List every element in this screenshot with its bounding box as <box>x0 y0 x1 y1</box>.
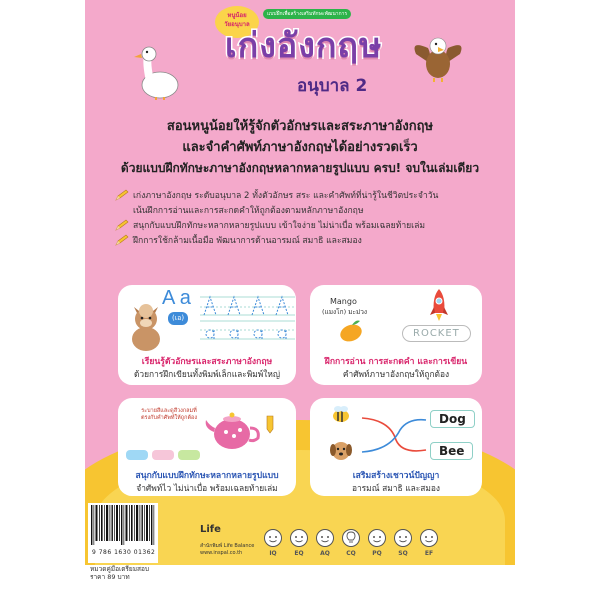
skill-iq <box>263 528 283 557</box>
skill-cq <box>341 528 361 557</box>
pencil-icon <box>115 189 129 201</box>
publisher-website: www.inspal.co.th <box>200 550 243 556</box>
bee-illustration <box>330 404 352 424</box>
skill-ef <box>419 528 439 557</box>
category-label: หมวดคู่มือเตรียมสอบ <box>90 565 150 573</box>
intro-text <box>85 116 515 179</box>
dog-illustration <box>328 438 354 464</box>
color-swatch-row <box>126 448 206 462</box>
child-face-icon <box>393 528 413 548</box>
feature-card-thinking <box>310 398 482 496</box>
child-face-icon <box>315 528 335 548</box>
series-tag: แบบฝึกเพื่อสร้างเสริมทักษะพัฒนาการ <box>263 9 351 19</box>
match-word-bee: Bee <box>430 442 473 460</box>
letter-trace-grid <box>200 293 295 341</box>
series-badge: หนูน้อย วัยอนุบาล <box>215 6 259 38</box>
card-title: ฝึกการอ่าน การสะกดคำ และการเขียน <box>324 357 468 367</box>
feature-text: ฝึกการใช้กล้ามเนื้อมือ พัฒนาการด้านอารมณ์ สมาธิ และสมอง <box>133 236 362 246</box>
feature-item <box>115 220 505 232</box>
matching-lines <box>360 410 430 460</box>
pencil-icon <box>264 414 276 434</box>
skill-label: EF <box>424 550 434 557</box>
card-text: อารมณ์ สมาธิ และสมอง <box>351 483 441 493</box>
book-subtitle: อนุบาล 2 <box>297 76 368 96</box>
skill-pq <box>367 528 387 557</box>
card-text: ด้วยการฝึกเขียนทั้งพิมพ์เล็กและพิมพ์ใหญ่ <box>133 369 281 379</box>
skill-aq <box>315 528 335 557</box>
card-title: สนุกกับแบบฝึกทักษะหลากหลายรูปแบบ <box>135 471 279 481</box>
skill-label: PQ <box>372 550 382 557</box>
barcode-number: 9 786 1630 01362 <box>92 549 156 556</box>
feature-list <box>115 190 505 250</box>
feature-card-alphabet <box>118 285 296 385</box>
vocab-word: Mango <box>330 297 357 306</box>
teapot-illustration <box>204 406 260 454</box>
feature-item <box>115 235 505 247</box>
skill-label: IQ <box>269 550 277 557</box>
card-title: เสริมสร้างเชาวน์ปัญญา <box>352 471 440 481</box>
child-face-icon <box>263 528 283 548</box>
intro-line: สอนหนูน้อยให้รู้จักตัวอักษรและสระภาษาอังกฤษ <box>166 119 434 134</box>
match-word-dog: Dog <box>430 410 475 428</box>
barcode-graphic <box>88 505 158 549</box>
vocab-meaning: (แมงโก) มะม่วง <box>322 308 368 316</box>
skill-label: EQ <box>294 550 304 557</box>
skill-label: CQ <box>346 550 356 557</box>
intro-line: ด้วยแบบฝึกทักษะภาษาอังกฤษหลากหลายรูปแบบ ครบ! จบในเล่มเดียว <box>120 161 480 175</box>
pencil-icon <box>115 234 129 246</box>
skill-eq <box>289 528 309 557</box>
feature-text: เก่งภาษาอังกฤษ ระดับอนุบาล 2 ทั้งตัวอักษร สระ และคำศัพท์ที่น่ารู้ในชีวิตประจำวัน <box>133 191 439 201</box>
eagle-illustration <box>410 32 466 84</box>
letter-pronunciation: (เอ) <box>168 312 188 325</box>
book-back-cover <box>85 0 515 565</box>
publisher-info <box>200 543 254 557</box>
card-text: คำศัพท์ภาษาอังกฤษให้ถูกต้อง <box>342 369 450 379</box>
feature-text: สนุกกับแบบฝึกทักษะหลากหลายรูปแบบ เข้าใจง่าย ไม่น่าเบื่อ พร้อมเฉลยท้ายเล่ม <box>133 221 426 231</box>
goose-illustration <box>132 45 182 101</box>
skill-sq <box>393 528 413 557</box>
child-face-icon <box>289 528 309 548</box>
feature-item <box>115 190 505 202</box>
intro-line: และจำคำศัพท์ภาษาอังกฤษได้อย่างรวดเร็ว <box>182 140 418 155</box>
alpaca-illustration <box>126 303 166 355</box>
child-face-icon <box>419 528 439 548</box>
publisher-logo: Life <box>200 524 221 535</box>
pencil-icon <box>115 219 129 231</box>
exercise-note: ระบายสีและดูสีวงกลมที่ตรงกับคำศัพท์ให้ถูกต้อง <box>140 408 198 421</box>
rocket-word-box: ROCKET <box>402 325 471 342</box>
feature-card-reading <box>310 285 482 385</box>
lightbulb-icon <box>341 528 361 548</box>
book-title: เก่งอังกฤษ <box>225 26 383 66</box>
skill-label: AQ <box>320 550 330 557</box>
feature-text-continued: เน้นฝึกการอ่านและการสะกดคำให้ถูกต้องตามหลักภาษาอังกฤษ <box>133 206 364 216</box>
card-text: จำศัพท์ไว ไม่น่าเบื่อ พร้อมเฉลยท้ายเล่ม <box>136 483 278 493</box>
skill-label: SQ <box>398 550 408 557</box>
price-label: ราคา 89 บาท <box>90 573 130 581</box>
price-info <box>90 565 149 581</box>
publisher-name: สำนักพิมพ์ Life Balance <box>200 543 255 549</box>
letters-sample: A a <box>162 287 191 309</box>
feature-card-exercises <box>118 398 296 496</box>
rocket-illustration <box>428 287 450 323</box>
mango-illustration <box>338 319 364 343</box>
child-face-icon <box>367 528 387 548</box>
card-title: เรียนรู้ตัวอักษรและสระภาษาอังกฤษ <box>141 357 273 367</box>
